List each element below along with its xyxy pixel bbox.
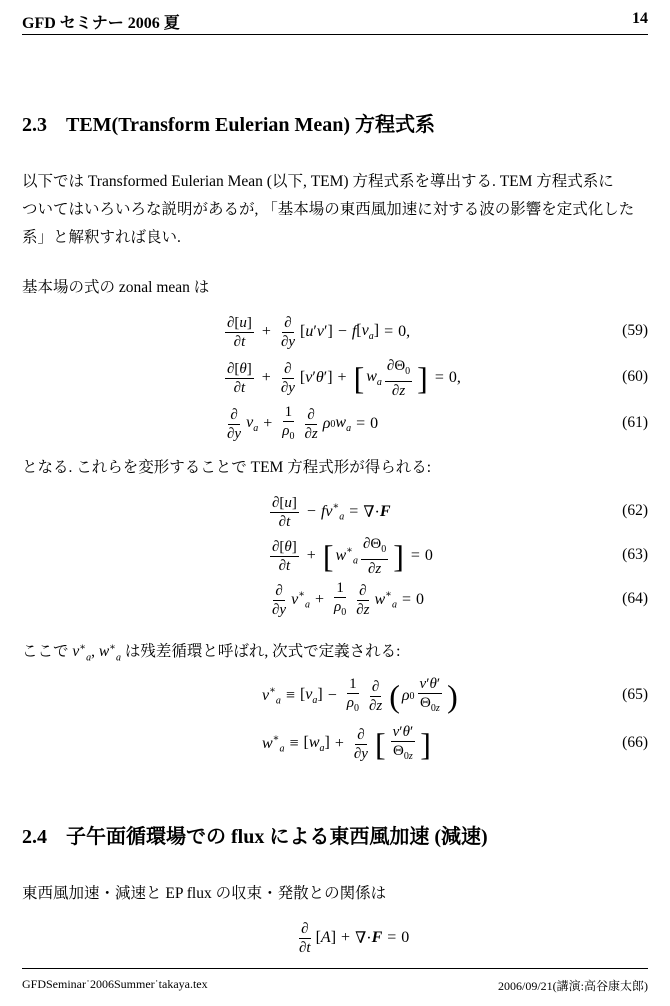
section-heading-2-4 [22,820,488,849]
section-heading-2-3 [22,108,435,137]
zonal-mean-intro [22,274,648,302]
equation-body: $\frac{\partial}{\partial y}$ $v_a$ + $\frac{1}{\rho_0}$ $\frac{\partial}{\partial z}$ ρ 0 $w_a$ = 0 [227,403,379,442]
intro-paragraph [22,168,648,252]
equation-body: v ∗$_a$ ≡ $[v_a]$ − $\frac{1}{\rho_0}$ $\frac{\partial}{\partial z}$ ( ρ 0 $\frac{v'\theta'}{\Theta_{0z}}$ ) [262,675,458,714]
paragraph-line: 系」と解釈すれば良い. [22,229,181,246]
ep-flux-paragraph [22,880,648,908]
paragraph-line: ついてはいろいろな説明があるが, 「基本場の東西風加速に対する波の影響を定式化した [22,201,635,218]
equation-59 [22,312,648,352]
equation-body: $\frac{\partial[\theta]}{\partial t}$ + [ w ∗$_a$ $\frac{\partial\Theta_0}{\partial z}$ ] = 0 [272,535,433,577]
page-header [22,6,648,35]
paragraph-line: ここで $v^∗_a$, $w^∗_a$ は残差循環と呼ばれ, 次式で定義される: [22,642,401,664]
text-fragment: ここで [22,643,73,661]
section-number: 2.4 [22,826,47,848]
header-title: GFD セミナー 2006 夏 [22,15,180,32]
equation-62 [22,492,648,532]
page-footer [22,968,648,999]
footer-date-speaker: 2006/09/21(講演:高谷康太郎) [498,979,648,993]
equation-number: (62) [622,502,648,519]
footer-filename: GFDSeminar˙2006Summer˙takaya.tex [22,977,208,991]
text-fragment: は残差循環と呼ばれ, 次式で定義される: [120,643,401,661]
equation-body: w ∗$_a$ ≡ $[w_a]$ + $\frac{\partial}{\partial y}$ [ $\frac{v'\theta'}{\Theta_{0z}}$ ] [262,723,431,762]
equation-number: (64) [622,590,648,607]
section-number: 2.3 [22,114,47,136]
page-number: 14 [632,10,648,27]
equation-number: (61) [622,414,648,431]
transform-paragraph [22,454,648,482]
paragraph-line: となる. これらを変形することで TEM 方程式形が得られる: [22,459,432,476]
section-title: TEM(Transform Eulerian Mean) 方程式系 [66,114,436,136]
equation-number: (60) [622,368,648,385]
equation-61 [22,404,648,444]
equation-body: $\frac{\partial}{\partial y}$ v ∗$_a$ + $\frac{1}{\rho_0}$ $\frac{\partial}{\partial z}$ w ∗$_a$ = 0 [272,579,424,618]
equation-body: $\frac{\partial[\theta]}{\partial t}$ + $\frac{\partial}{\partial y}$ [v′θ′] + [ $w_a$ $\frac{\partial\Theta_0}{\partial z}$ ] = 0, [227,357,461,399]
equation-body: $\frac{\partial[u]}{\partial t}$ − fv ∗$_a$ = ∇· F [272,494,391,530]
equation-body: $\frac{\partial}{\partial t}$ [A] + ∇· F = 0 [299,920,410,956]
residual-circulation-paragraph [22,634,648,672]
equation-number: (63) [622,546,648,563]
equation-number: (59) [622,322,648,339]
equation-65 [22,676,648,716]
equation-60 [22,358,648,398]
equation-ep-flux [22,918,648,958]
equation-63 [22,536,648,576]
equation-number: (65) [622,686,648,703]
paragraph-line: 以下では Transformed Eulerian Mean (以下, TEM) 方程式系を導出する. TEM 方程式系に [22,173,614,190]
equation-number: (66) [622,734,648,751]
equation-66 [22,724,648,764]
paragraph-line: 基本場の式の zonal mean は [22,279,210,296]
section-title: 子午面循環場での flux による東西風加速 (減速) [66,826,488,848]
equation-64 [22,580,648,620]
paragraph-line: 東西風加速・減速と EP flux の収束・発散との関係は [22,885,387,902]
equation-body: $\frac{\partial[u]}{\partial t}$ + $\frac{\partial}{\partial y}$ [u′v′] − f $[v_a]$ = 0, [227,314,411,350]
